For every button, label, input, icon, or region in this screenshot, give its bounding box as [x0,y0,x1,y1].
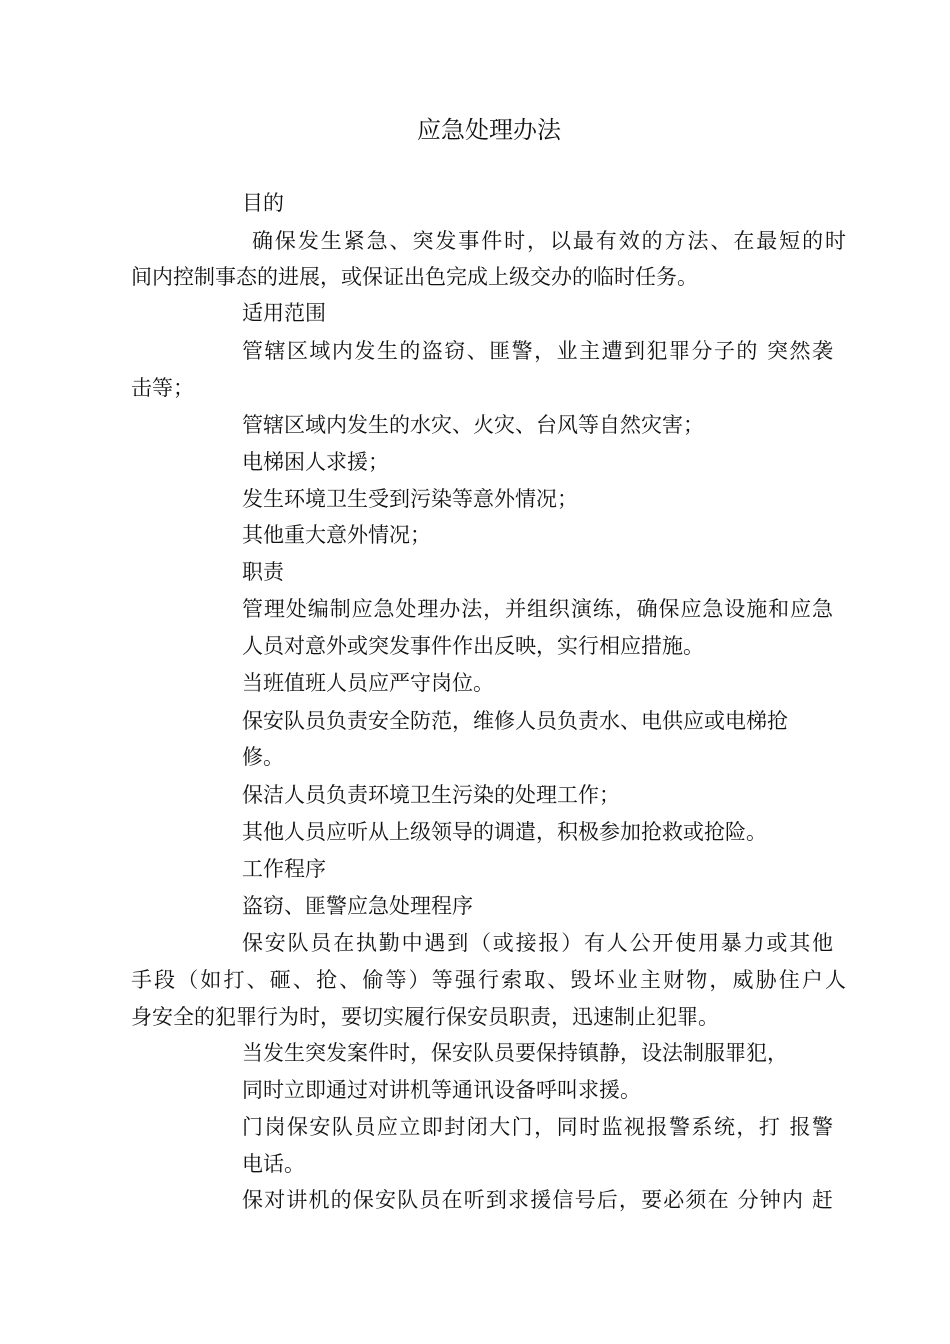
paragraph-line: 保安队员在执勤中遇到（或接报）有人公开使用暴力或其他 [242,931,833,955]
subsection-heading: 盗窃、匪警应急处理程序 [242,894,473,918]
list-item: 其他人员应听从上级领导的调遣，积极参加抢救或抢险。 [242,820,767,844]
list-item: 当发生突发案件时，保安队员要保持镇静，设法制服罪犯， [242,1041,788,1065]
list-item: 其他重大意外情况； [242,523,431,547]
paragraph-line: 身安全的犯罪行为时，要切实履行保安员职责，迅速制止犯罪。 [131,1005,719,1029]
list-item: 管辖区域内发生的水灾、火灾、台风等自然灾害； [242,413,704,437]
document-title: 应急处理办法 [417,116,561,144]
paragraph-line: 人员对意外或突发事件作出反映，实行相应措施。 [242,634,704,658]
paragraph-line: 手段（如打、砸、抢、偷等）等强行索取、毁坏业主财物，威胁住户人 [131,968,846,992]
section-heading-scope: 适用范围 [242,301,326,325]
section-heading-procedure: 工作程序 [242,857,326,881]
paragraph-line: 修。 [242,745,284,769]
paragraph-line: 同时立即通过对讲机等通讯设备呼叫求援。 [242,1078,641,1102]
paragraph-line: 管辖区域内发生的盗窃、匪警，业主遭到犯罪分子的 突然袭 [242,339,833,363]
section-heading-duties: 职责 [242,560,284,584]
paragraph-line: 间内控制事态的进展，或保证出色完成上级交办的临时任务。 [131,265,698,289]
list-item: 电梯困人求援； [242,450,389,474]
paragraph-line: 确保发生紧急、突发事件时，以最有效的方法、在最短的时 [252,229,846,253]
list-item: 保洁人员负责环境卫生污染的处理工作； [242,783,620,807]
list-item: 门岗保安队员应立即封闭大门，同时监视报警系统，打 报警 [242,1115,833,1139]
list-item: 保对讲机的保安队员在听到求援信号后，要必须在 分钟内 赶 [242,1188,833,1212]
paragraph-line: 管理处编制应急处理办法，并组织演练，确保应急设施和应急 [242,597,833,621]
paragraph-line: 击等； [131,376,194,400]
paragraph-line: 电话。 [242,1152,305,1176]
list-item: 发生环境卫生受到污染等意外情况； [242,487,578,511]
list-item: 保安队员负责安全防范，维修人员负责水、电供应或电梯抢 [242,709,788,733]
list-item: 当班值班人员应严守岗位。 [242,671,494,695]
section-heading-purpose: 目的 [242,191,284,215]
